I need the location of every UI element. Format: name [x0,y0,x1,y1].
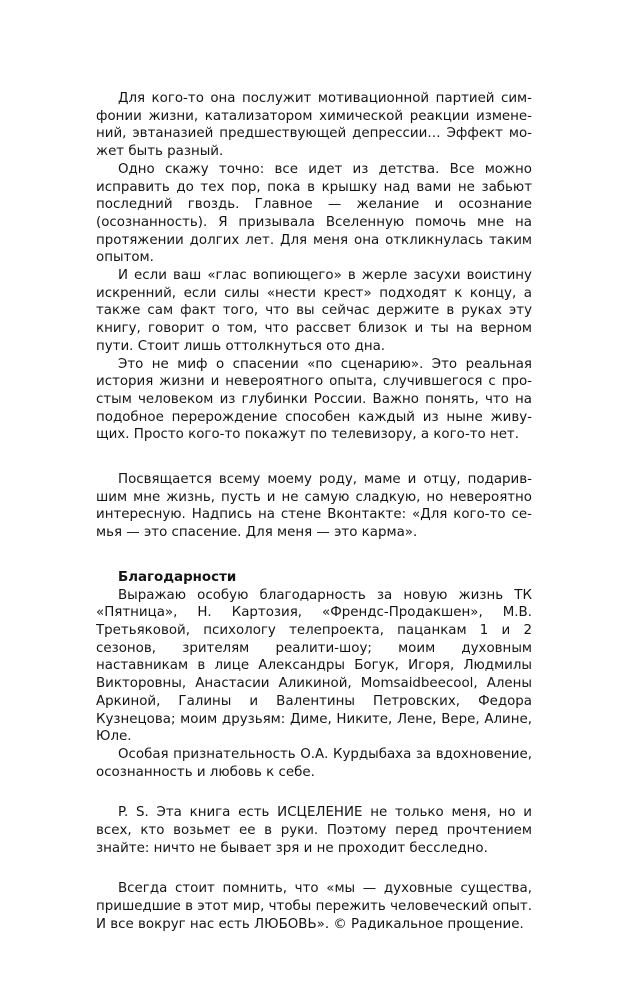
section-spacer [96,542,532,569]
postscript-paragraph: P. S. Эта книга есть ИСЦЕЛЕНИЕ не только меня, но и всех, кто возьмет ее в руки. Поэтому перед прочтением знайте: ничто не бывает зря и не проходит бесследно. [96,805,532,856]
closing-paragraph: Всегда стоит помнить, что «мы — духовные существа, пришедшие в этот мир, чтобы пережить человеческий опыт. И все вокруг нас есть ЛЮБОВЬ». © Радикальное прощение. [96,881,532,932]
intro-paragraph-3: И если ваш «глас вопиющего» в жерле засухи воистину искренний, если силы «нести крест» подходят к концу, а также сам факт того, что вы сейчас держите в руках эту книгу, говорит о том, что рассвет близок и ты на верном пути. Стоит лишь оттолкнуться ото дна. [96,268,532,354]
intro-paragraph-4: Это не миф о спасении «по сценарию». Это реальная история жизни и невероятного опыта, случившегося с простым человеком из глубинки России. Важно понять, что на подобное перерождение способен каждый из ныне живущих. Просто кого-то покажут по телевизору, а кого-то нет. [96,356,532,443]
section-spacer [96,444,532,471]
acknowledgements-paragraph-2: Особая признательность О.А. Курдыбаха за вдохновение, осознанность и любовь к себе. [96,746,532,780]
book-page [96,90,532,934]
intro-paragraph-1: Для кого-то она послужит мотивационной партией симфонии жизни, катализатором химической реакции изменений, эвтаназией предшествующей депрессии… Эффект может быть разный. [96,91,532,160]
section-spacer [96,781,532,804]
intro-paragraph-2: Одно скажу точно: все идет из детства. Все можно исправить до тех пор, пока в крышку над вами не забьют последний гвоздь. Главное — желание и осознание (осознанность). Я призывала Вселенную помочь мне на протяжении долгих лет. Для меня она откликнулась таким опытом. [96,161,532,266]
dedication-paragraph: Посвящается всему моему роду, маме и отцу, подарившим мне жизнь, пусть и не самую сладкую, но невероятно интересную. Надпись на стене Вконтакте: «Для кого-то семья — это спасение. Для меня — это карма». [96,472,532,541]
section-spacer [96,857,532,880]
acknowledgements-heading: Благодарности [118,569,237,585]
acknowledgements-paragraph-1: Выражаю особую благодарность за новую жизнь ТК «Пятница», Н. Картозия, «Френдс-Продакшен», М.В. Третьяковой, психологу телепроекта, пацанкам 1 и 2 сезонов, зрителям реалити-шоу; моим духовным наставникам в лице Александры Богук, Игоря, Людмилы Викторовны, Анастасии Аликиной, Momsaidbeecool, Алены Аркиной, Галины и Валентины Петровских, Федора Кузнецова; моим друзьям: Диме, Никите, Лене, Вере, Алине, Юле. [96,587,532,745]
